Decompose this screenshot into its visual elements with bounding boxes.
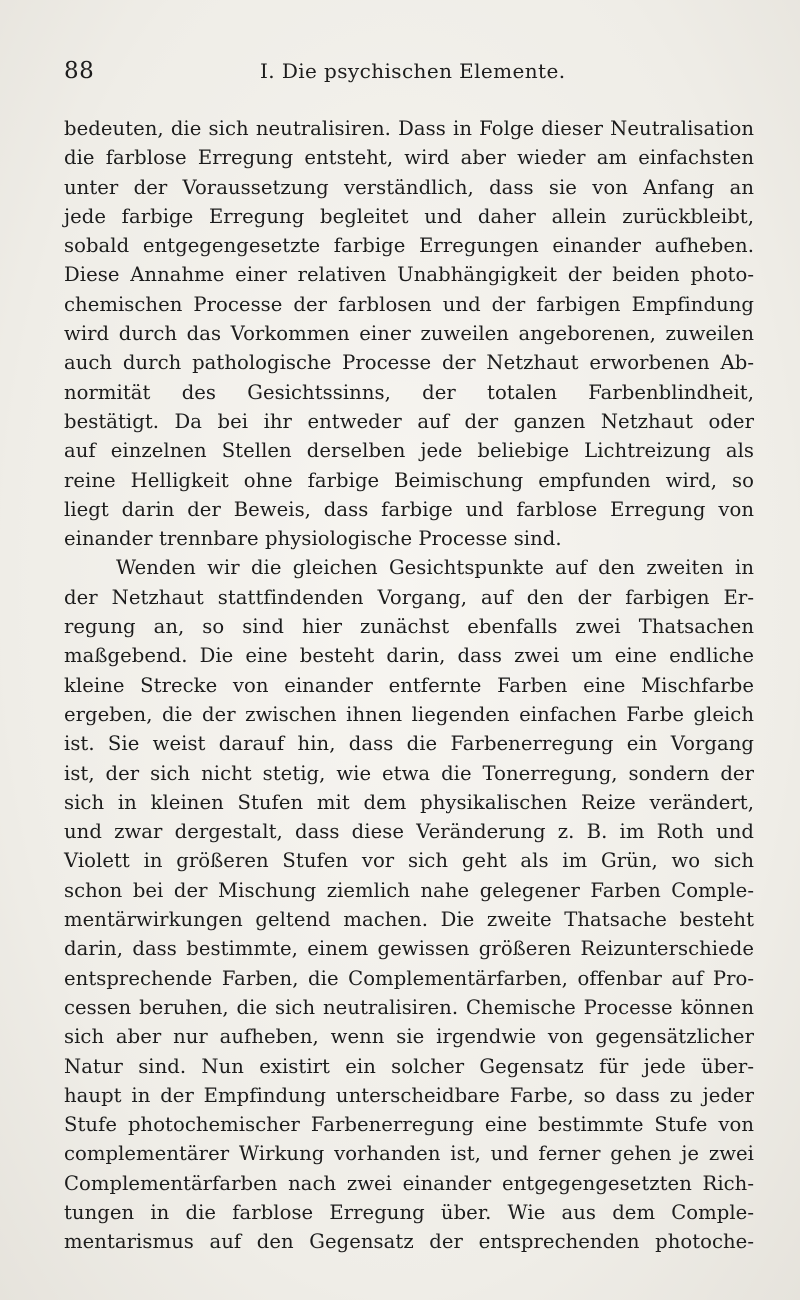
text-line: Stufe photochemischer Farbenerregung eine bestimmte Stufe von <box>64 1113 754 1137</box>
text-line: complementärer Wirkung vorhanden ist, und ferner gehen je zwei <box>64 1142 754 1166</box>
text-line: ergeben, die der zwischen ihnen liegenden einfachen Farbe gleich <box>64 702 754 726</box>
text-line: kleine Strecke von einander entfernte Farben eine Mischfarbe <box>64 673 754 697</box>
body-text <box>64 114 754 1257</box>
text-line: Natur sind. Nun existirt ein solcher Gegensatz für jede über- <box>64 1054 754 1078</box>
text-line: auf einzelnen Stellen derselben jede beliebige Lichtreizung als <box>64 439 754 463</box>
text-line: Violett in größeren Stufen vor sich geht als im Grün, wo sich <box>64 849 754 873</box>
text-line: auch durch pathologische Processe der Netzhaut erworbenen Ab- <box>64 351 754 375</box>
text-line: einander trennbare physiologische Processe sind. <box>64 527 562 551</box>
text-line: Complementärfarben nach zwei einander entgegengesetzten Rich- <box>64 1171 754 1195</box>
text-line: der Netzhaut stattfindenden Vorgang, auf den der farbigen Er- <box>64 585 754 609</box>
text-line: schon bei der Mischung ziemlich nahe gelegener Farben Comple- <box>64 878 754 902</box>
page-number: 88 <box>64 58 95 84</box>
text-line: und zwar dergestalt, dass diese Veränderung z. B. im Roth und <box>64 820 754 844</box>
text-line: mentarismus auf den Gegensatz der entsprechenden photoche- <box>64 1230 754 1254</box>
text-line: Diese Annahme einer relativen Unabhängigkeit der beiden photo- <box>64 263 754 287</box>
text-line: sich in kleinen Stufen mit dem physikalischen Reize verändert, <box>64 790 754 814</box>
text-line: liegt darin der Beweis, dass farbige und farblose Erregung von <box>64 497 754 521</box>
text-line: reine Helligkeit ohne farbige Beimischung empfunden wird, so <box>64 468 754 492</box>
text-line: ist. Sie weist darauf hin, dass die Farbenerregung ein Vorgang <box>64 732 754 756</box>
text-line: darin, dass bestimmte, einem gewissen größeren Reizunterschiede <box>64 937 754 961</box>
text-line: maßgebend. Die eine besteht darin, dass zwei um eine endliche <box>64 644 754 668</box>
running-head: I. Die psychischen Elemente. <box>260 59 566 83</box>
text-line: sobald entgegengesetzte farbige Erregungen einander aufheben. <box>64 234 754 258</box>
text-line: tungen in die farblose Erregung über. Wie aus dem Comple- <box>64 1200 754 1224</box>
text-line: bestätigt. Da bei ihr entweder auf der ganzen Netzhaut oder <box>64 409 754 433</box>
text-line: sich aber nur aufheben, wenn sie irgendwie von gegensätzlicher <box>64 1025 754 1049</box>
text-line: cessen beruhen, die sich neutralisiren. Chemische Processe können <box>64 995 754 1019</box>
text-line: normität des Gesichtssinns, der totalen Farbenblindheit, <box>64 380 754 404</box>
text-line: mentärwirkungen geltend machen. Die zweite Thatsache besteht <box>64 908 754 932</box>
text-line: bedeuten, die sich neutralisiren. Dass in Folge dieser Neutralisation <box>64 117 754 140</box>
text-line: entsprechende Farben, die Complementärfarben, offenbar auf Pro- <box>64 966 754 990</box>
text-line: ist, der sich nicht stetig, wie etwa die Tonerregung, sondern der <box>64 761 754 785</box>
text-line: jede farbige Erregung begleitet und daher allein zurückbleibt, <box>64 204 754 228</box>
text-line: wird durch das Vorkommen einer zuweilen angeborenen, zuweilen <box>64 322 754 346</box>
text-line: haupt in der Empfindung unterscheidbare Farbe, so dass zu jeder <box>64 1083 754 1107</box>
text-line: regung an, so sind hier zunächst ebenfalls zwei Thatsachen <box>64 615 754 639</box>
text-line: unter der Voraussetzung verständlich, dass sie von Anfang an <box>64 175 754 199</box>
text-line: die farblose Erregung entsteht, wird aber wieder am einfachsten <box>64 146 754 170</box>
text-line: Wenden wir die gleichen Gesichtspunkte auf den zweiten in <box>116 556 754 580</box>
page-header <box>64 58 754 92</box>
text-line: chemischen Processe der farblosen und der farbigen Empfindung <box>64 292 754 316</box>
